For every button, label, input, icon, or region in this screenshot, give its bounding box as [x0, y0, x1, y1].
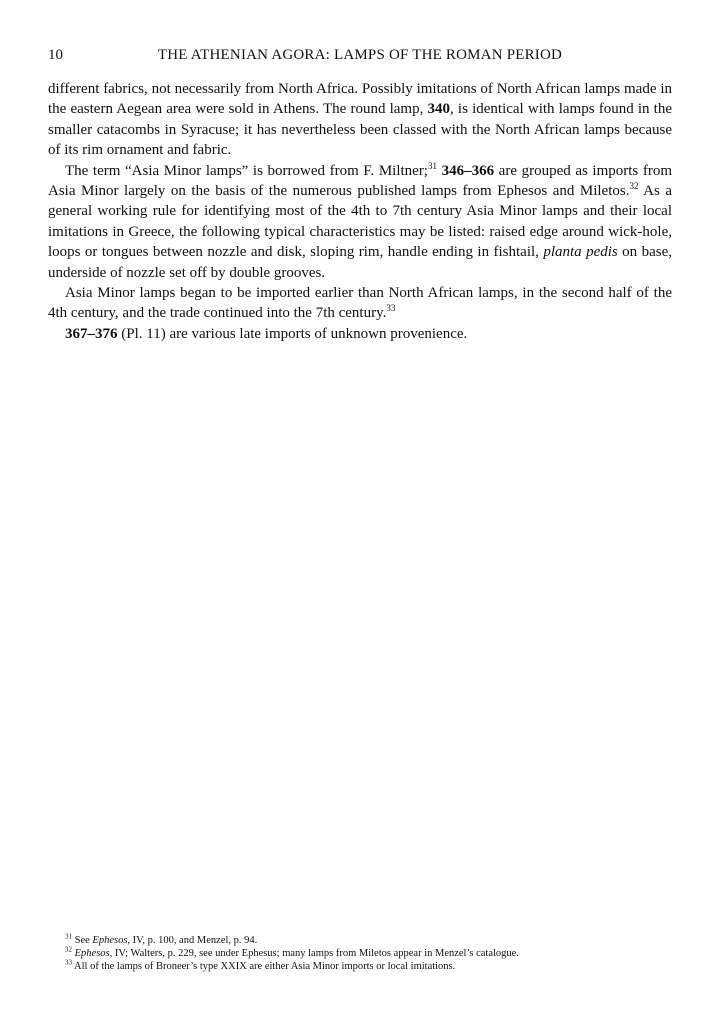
footnote-31: [65, 934, 672, 947]
footnote-text: , IV; Walters, p. 229, see under Ephesus; many lamps from Miletos appear in Menzel’s catalogue.: [109, 948, 519, 959]
running-title: THE ATHENIAN AGORA: LAMPS OF THE ROMAN PERIOD: [157, 47, 563, 63]
footnote-text: See: [74, 935, 93, 946]
text-run: , is identical with lamps found in the smaller catacombs in Syracuse; it has nevertheless been classed with the North African lamps because of its rim ornament and fabric.: [48, 101, 673, 159]
text-run: Asia Minor lamps began to be imported earlier than North African lamps, in the second half of the 4th century, and the trade continued into the 7th century.: [48, 285, 672, 322]
text-run: on base, underside of nozzle set off by double grooves.: [48, 244, 672, 281]
paragraph-1: [48, 79, 672, 161]
footnote-italic: Ephesos: [74, 948, 110, 959]
running-head: [48, 47, 672, 69]
footnote-ref[interactable]: 31: [427, 160, 437, 171]
footnote-ref[interactable]: 32: [629, 181, 639, 192]
italic-term: planta pedis: [543, 244, 618, 261]
body-text: [48, 79, 672, 344]
footnote-text: , IV, p. 100, and Menzel, p. 94.: [127, 935, 258, 946]
catalog-number: 340: [427, 101, 451, 118]
footnote-ref[interactable]: 33: [386, 303, 396, 314]
footnote-32: [65, 947, 672, 960]
footnote-italic: Ephesos: [92, 935, 128, 946]
catalog-range: 367–376: [65, 325, 118, 342]
text-run: (Pl. 11) are various late imports of unknown provenience.: [117, 325, 468, 342]
paragraph-3: [48, 283, 672, 324]
footnote-33: [65, 960, 672, 973]
text-run: The term “Asia Minor lamps” is borrowed from F. Miltner;: [65, 162, 428, 179]
footnote-marker: 32: [65, 945, 72, 954]
footnotes: [65, 934, 672, 973]
paragraph-4: [48, 324, 672, 344]
catalog-range: 346–366: [436, 162, 495, 179]
footnote-text: All of the lamps of Broneer’s type XXIX are either Asia Minor imports or local imitations.: [74, 961, 456, 972]
text-run: As a general working rule for identifying most of the 4th to 7th century Asia Minor lamps and their local imitations in Greece, the following typical characteristics may be listed: raised edge around wick-hole, loops or tongues between nozzle and disk, sloping rim, handle ending in fishtail,: [48, 183, 673, 261]
footnote-marker: 31: [65, 932, 72, 941]
text-run: different fabrics, not necessarily from North Africa. Possibly imitations of North African lamps made in the eastern Aegean area were sold in Athens. The round lamp,: [48, 81, 672, 118]
page-number: 10: [48, 47, 63, 63]
footnote-marker: 33: [65, 958, 72, 967]
text-run: are grouped as imports from Asia Minor largely on the basis of the numerous published lamps from Ephesos and Miletos.: [48, 162, 672, 200]
paragraph-2: [48, 161, 672, 283]
